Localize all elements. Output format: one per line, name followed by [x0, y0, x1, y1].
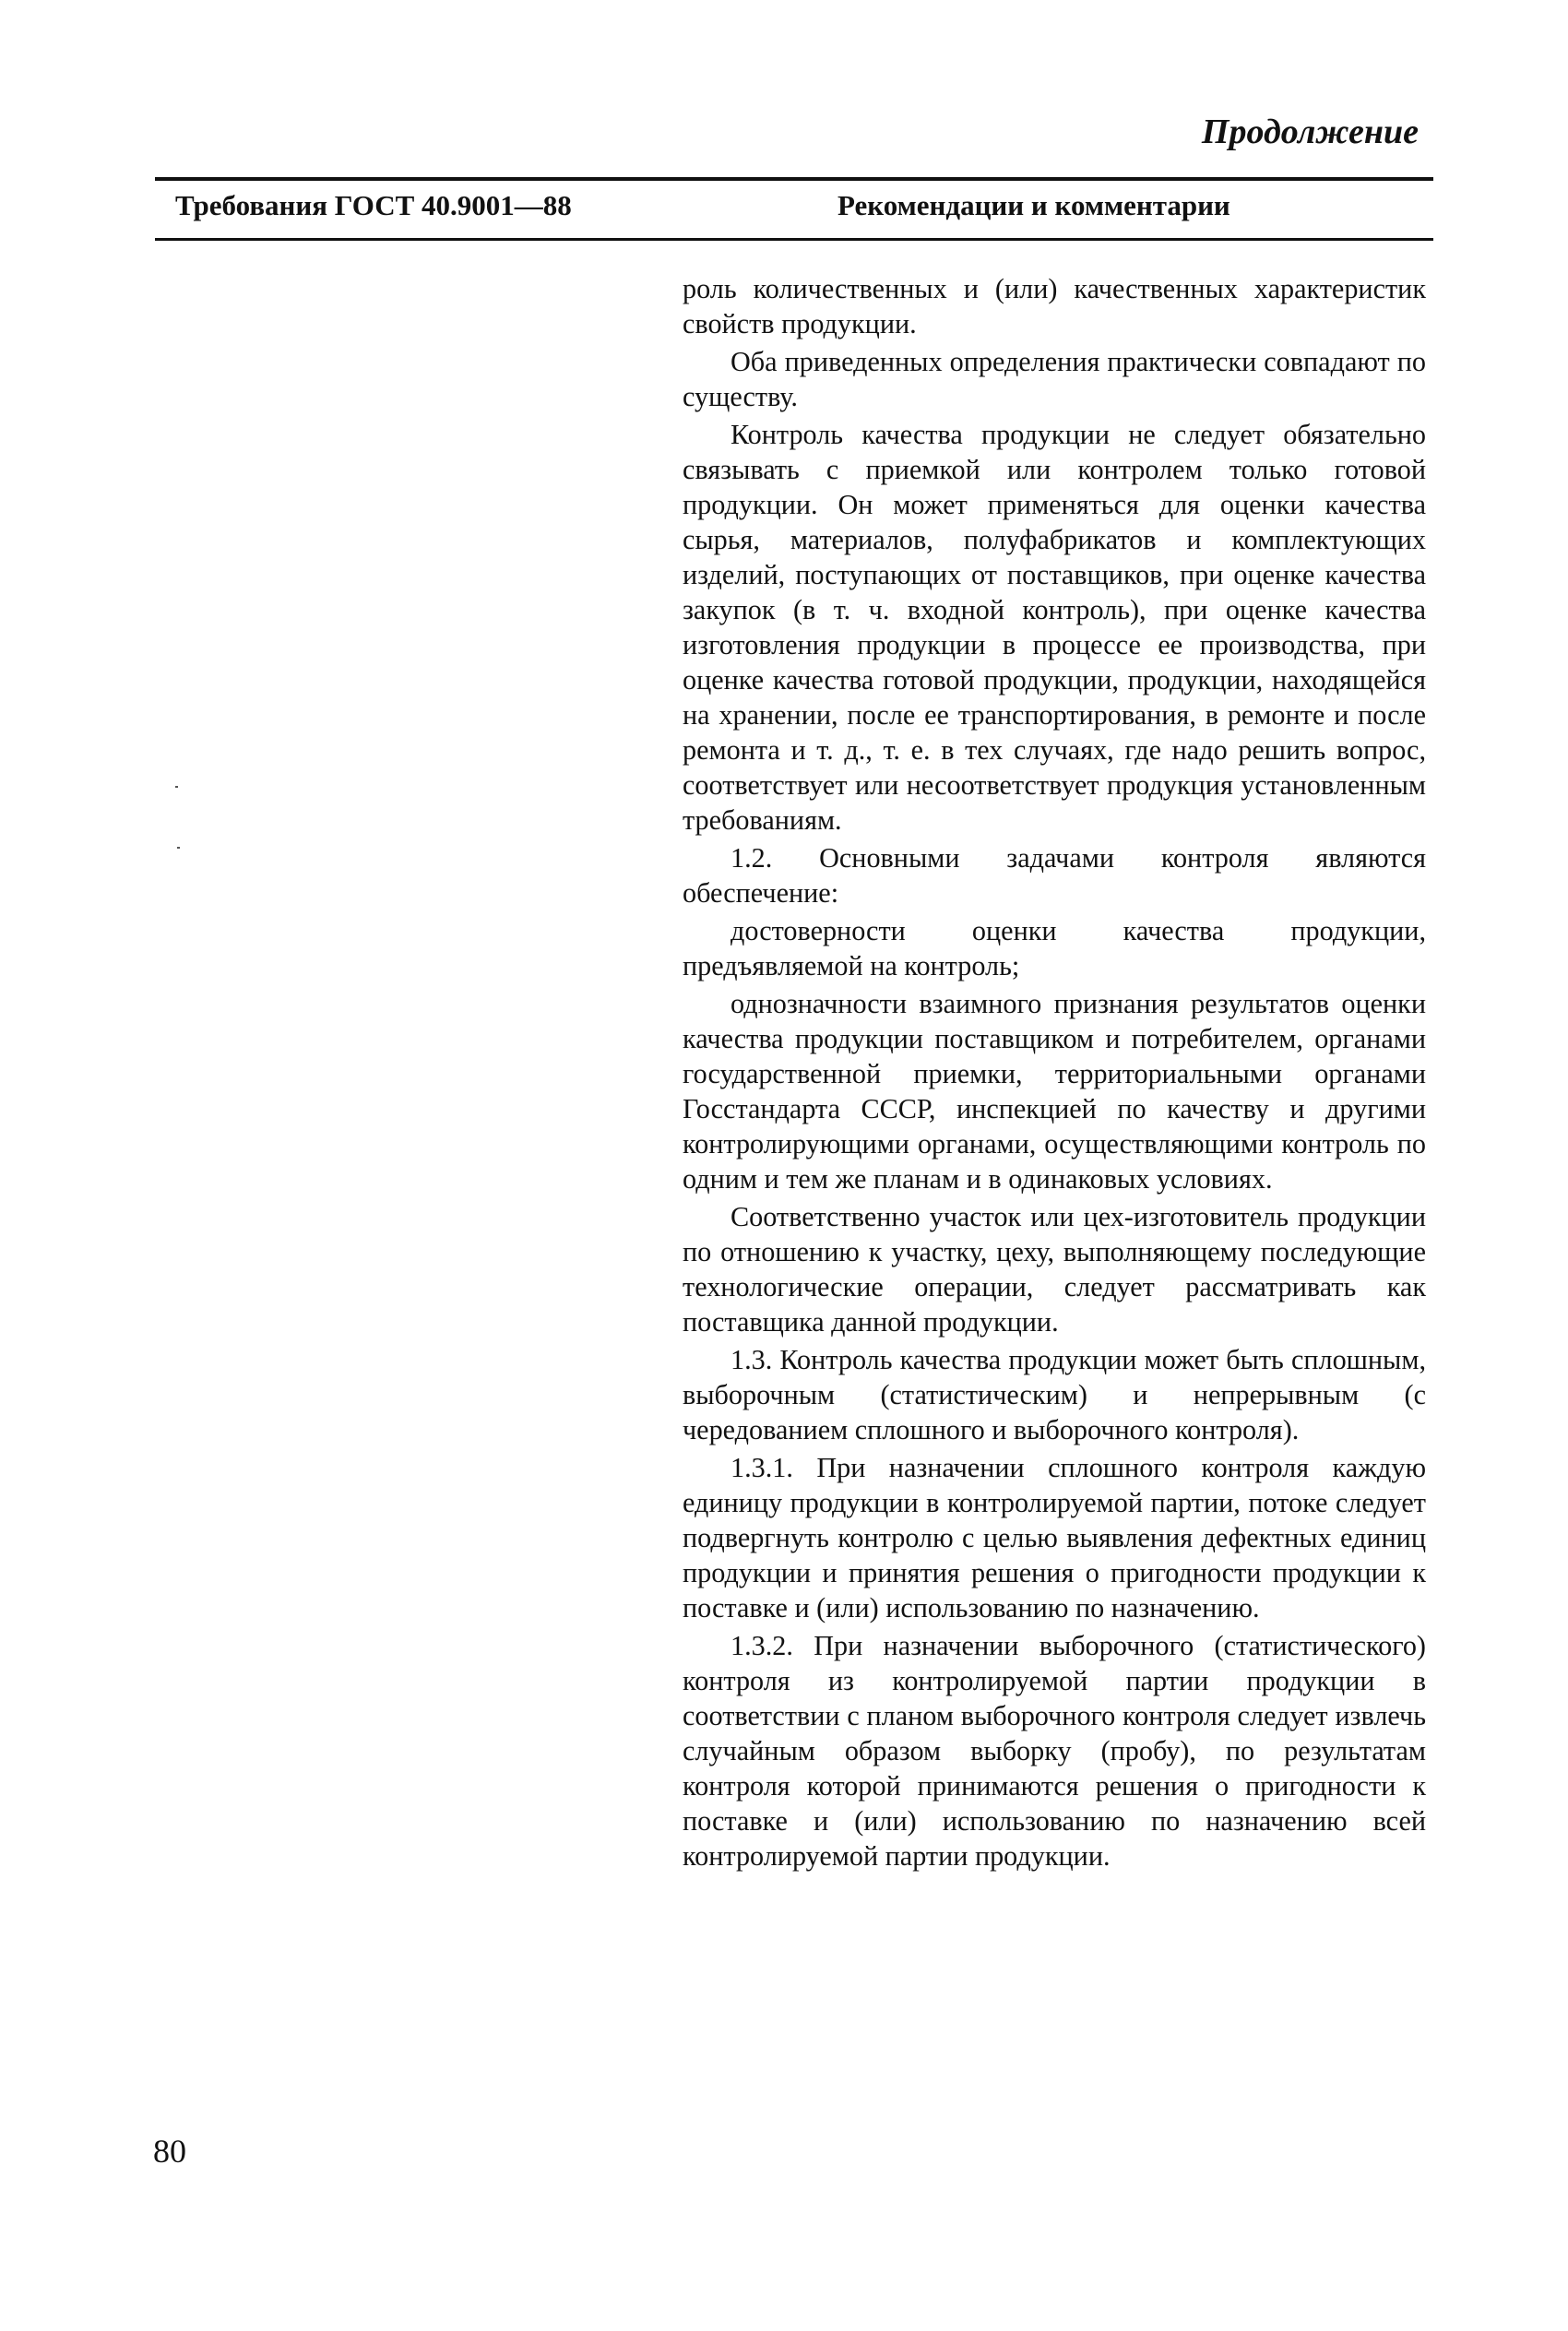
table-header-rule: [155, 238, 1433, 241]
paragraph: однозначности взаимного признания результатов оценки качества продукции поставщиком и потребителем, органами государственной приемки, территориальными органами Госстандарта СССР, инспекцией по качеству и другими контролирующими органами, осуществляющими контроль по одним и тем же планам и в одинаковых условиях.: [683, 988, 1426, 1195]
paragraph: 1.3.1. При назначении сплошного контроля каждую единицу продукции в контролируемой партии, потоке следует подвергнуть контролю с целью выявления дефектных единиц продукции и принятия решения о пригодности продукции к поставке и (или) использованию по назначению.: [683, 1452, 1426, 1623]
paragraph: достоверности оценки качества продукции, предъявляемой на контроль;: [683, 915, 1426, 981]
paragraph: Контроль качества продукции не следует обязательно связывать с приемкой или контролем только готовой продукции. Он может применяться для оценки качества сырья, материалов, полуфабрикатов и комплектующих изделий, поступающих от поставщиков, при оценке качества закупок (в т. ч. входной контроль), при оценке качества изготовления продукции в процессе ее производства, при оценке качества готовой продукции, продукции, находящейся на хранении, после ее транспортирования, в ремонте и после ремонта и т. д., т. е. в тех случаях, где надо решить вопрос, соответствует или несоответствует продукция установленным требованиям.: [683, 419, 1426, 836]
paragraph: роль количественных и (или) качественных характеристик свойств продукции.: [683, 273, 1426, 339]
right-column-title: Рекомендации и комментарии: [837, 189, 1230, 221]
paragraph: Соответственно участок или цех-изготовитель продукции по отношению к участку, цеху, выполняющему последующие технологические операции, следует рассматривать как поставщика данной продукции.: [683, 1201, 1426, 1338]
scan-speck: [177, 847, 180, 849]
paragraph: Оба приведенных определения практически совпадают по существу.: [683, 346, 1426, 412]
table-top-rule: [155, 177, 1433, 181]
continuation-label: Продолжение: [1201, 113, 1419, 151]
paragraph: 1.3. Контроль качества продукции может быть сплошным, выборочным (статистическим) и непрерывным (с чередованием сплошного и выборочного контроля).: [683, 1344, 1426, 1445]
paragraph: 1.3.2. При назначении выборочного (статистического) контроля из контролируемой партии продукции в соответствии с планом выборочного контроля следует извлечь случайным образом выборку (пробу), по результатам контроля которой принимаются решения о пригодности к поставке и (или) использованию по назначению всей контролируемой партии продукции.: [683, 1630, 1426, 1872]
scan-speck: [175, 786, 178, 788]
page-number: 80: [153, 2133, 186, 2170]
left-column-title: Требования ГОСТ 40.9001—88: [175, 189, 572, 221]
recommendations-column: [683, 271, 1426, 1876]
paragraph: 1.2. Основными задачами контроля являются обеспечение:: [683, 842, 1426, 909]
